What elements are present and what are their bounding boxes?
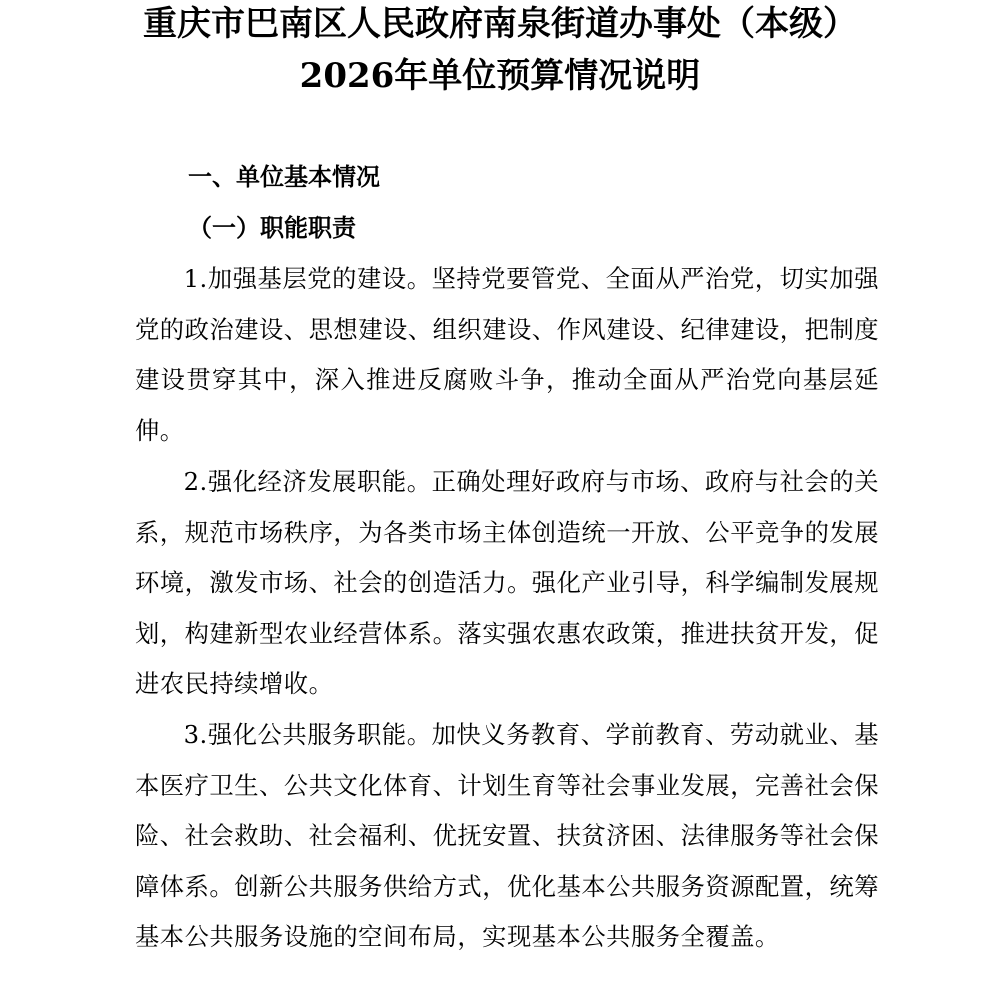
- document-title-line-1: 重庆市巴南区人民政府南泉街道办事处（本级）: [143, 4, 857, 44]
- paragraph-party-building: 1.加强基层党的建设。坚持党要管党、全面从严治党，切实加强党的政治建设、思想建设、组织建设、作风建设、纪律建设，把制度建设贯穿其中，深入推进反腐败斗争，推动全面从严治党向基层延伸。: [135, 264, 879, 445]
- document-title-line-2: 2026年单位预算情况说明: [299, 56, 701, 96]
- section-heading-basic-info: 一、单位基本情况: [188, 163, 380, 191]
- paragraph-economic-development: 2.强化经济发展职能。正确处理好政府与市场、政府与社会的关系，规范市场秩序，为各类市场主体创造统一开放、公平竞争的发展环境，激发市场、社会的创造活力。强化产业引导，科学编制发展规划，构建新型农业经营体系。落实强农惠农政策，推进扶贫开发，促进农民持续增收。: [135, 467, 879, 698]
- paragraph-public-services: 3.强化公共服务职能。加快义务教育、学前教育、劳动就业、基本医疗卫生、公共文化体育、计划生育等社会事业发展，完善社会保险、社会救助、社会福利、优抚安置、扶贫济困、法律服务等社会保障体系。创新公共服务供给方式，优化基本公共服务资源配置，统筹基本公共服务设施的空间布局，实现基本公共服务全覆盖。: [135, 720, 879, 951]
- subsection-heading-duties: （一）职能职责: [188, 214, 356, 242]
